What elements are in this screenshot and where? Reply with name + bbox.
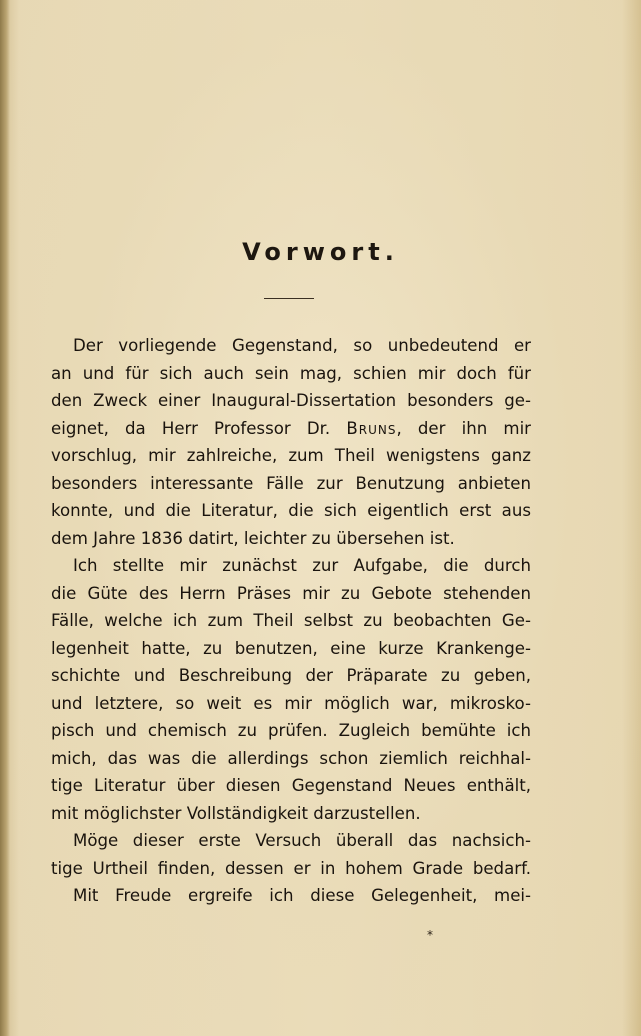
signature-mark: *: [427, 928, 433, 942]
text-line: tige Literatur über diesen Gegenstand Neues enthält,: [51, 776, 531, 795]
text-line: [51, 415, 531, 443]
page-title: Vorwort.: [242, 238, 399, 266]
text-line: besonders interessante Fälle zur Benutzung anbieten: [51, 473, 531, 493]
text-line: legenheit hatte, zu benutzen, eine kurze Krankenge-: [51, 638, 531, 658]
body-text: [51, 332, 531, 910]
text-line: den Zweck einer Inaugural-Dissertation besonders ge-: [51, 391, 531, 410]
text-segment: eignet, da Herr Professor Dr.: [51, 418, 331, 438]
text-line: mit möglichster Vollständigkeit darzustellen.: [51, 803, 421, 823]
text-line: Der vorliegende Gegenstand, so unbedeutend er: [73, 336, 531, 355]
title-divider: [264, 298, 314, 299]
text-line: Möge dieser erste Versuch überall das nachsich-: [73, 831, 531, 850]
text-line: an und für sich auch sein mag, schien mir doch für: [51, 363, 531, 383]
text-line: Mit Freude ergreife ich diese Gelegenheit, mei-: [73, 886, 531, 905]
text-line: konnte, und die Literatur, die sich eigentlich erst aus: [51, 501, 531, 520]
text-line: Ich stellte mir zunächst zur Aufgabe, die durch: [73, 556, 531, 575]
text-line: tige Urtheil finden, dessen er in hohem Grade bedarf.: [51, 858, 531, 878]
text-line: vorschlug, mir zahlreiche, zum Theil wenigstens ganz: [51, 446, 531, 465]
name-smallcaps: Bruns: [346, 418, 397, 438]
text-line: die Güte des Herrn Präses mir zu Gebote stehenden: [51, 583, 531, 603]
text-line: mich, das was die allerdings schon ziemlich reichhal-: [51, 748, 531, 768]
text-line: und letztere, so weit es mir möglich war, mikrosko-: [51, 693, 531, 713]
text-line: schichte und Beschreibung der Präparate zu geben,: [51, 666, 531, 685]
page-gutter-shadow: [0, 0, 10, 1036]
text-line: dem Jahre 1836 datirt, leichter zu übersehen ist.: [51, 528, 455, 548]
text-line: Fälle, welche ich zum Theil selbst zu beobachten Ge-: [51, 611, 531, 630]
text-segment: , der ihn mir: [396, 418, 531, 438]
text-line: pisch und chemisch zu prüfen. Zugleich bemühte ich: [51, 721, 531, 740]
